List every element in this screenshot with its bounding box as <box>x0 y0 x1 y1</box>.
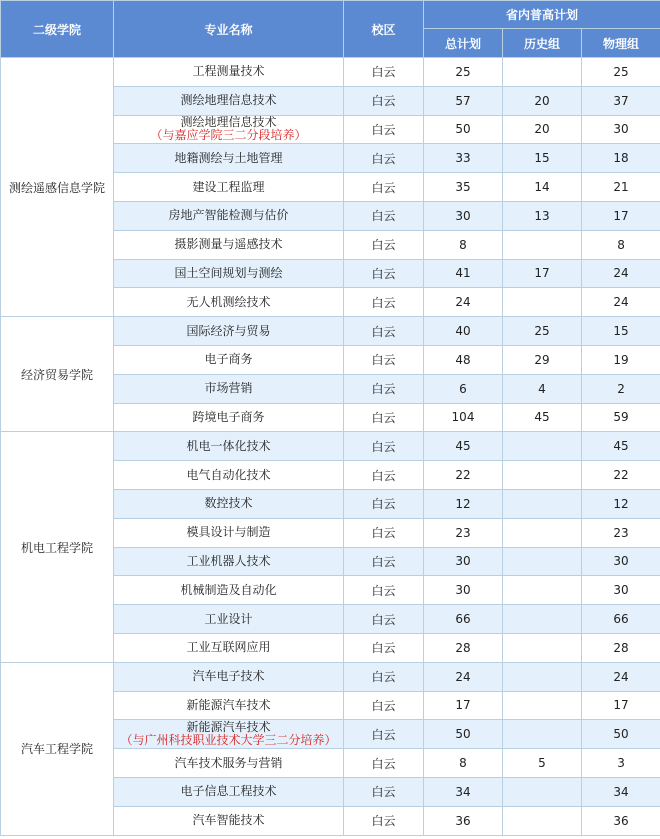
campus-cell: 白云 <box>344 58 424 87</box>
major-cell <box>114 115 344 144</box>
campus-cell: 白云 <box>344 86 424 115</box>
header-history: 历史组 <box>503 29 582 58</box>
major-name: 市场营销 <box>204 381 253 396</box>
major-cell <box>114 201 344 230</box>
physics-cell: 50 <box>582 720 660 749</box>
major-cell <box>114 662 344 691</box>
total-cell: 30 <box>424 201 503 230</box>
major-name: 工业设计 <box>204 611 253 626</box>
major-cell <box>114 720 344 749</box>
history-cell <box>503 691 582 720</box>
total-cell: 40 <box>424 317 503 346</box>
campus-cell: 白云 <box>344 432 424 461</box>
physics-cell: 18 <box>582 144 660 173</box>
major-name: 汽车电子技术 <box>192 669 265 684</box>
history-cell: 45 <box>503 403 582 432</box>
total-cell: 25 <box>424 58 503 87</box>
major-cell <box>114 230 344 259</box>
college-cell: 汽车工程学院 <box>1 662 114 835</box>
major-name: 地籍测绘与土地管理 <box>174 150 283 165</box>
total-cell: 24 <box>424 662 503 691</box>
total-cell: 33 <box>424 144 503 173</box>
campus-cell: 白云 <box>344 662 424 691</box>
physics-cell: 66 <box>582 605 660 634</box>
campus-cell: 白云 <box>344 259 424 288</box>
campus-cell: 白云 <box>344 317 424 346</box>
total-cell: 12 <box>424 489 503 518</box>
major-cell <box>114 288 344 317</box>
physics-cell: 3 <box>582 749 660 778</box>
header-campus: 校区 <box>344 1 424 58</box>
major-note: （与嘉应学院三二分段培养） <box>150 128 307 143</box>
header-physics: 物理组 <box>582 29 660 58</box>
major-cell <box>114 633 344 662</box>
major-cell <box>114 518 344 547</box>
major-name: 电子商务 <box>204 352 253 367</box>
campus-cell: 白云 <box>344 489 424 518</box>
physics-cell: 36 <box>582 806 660 835</box>
major-cell <box>114 547 344 576</box>
major-name: 工程测量技术 <box>192 64 265 79</box>
header-major: 专业名称 <box>114 1 344 58</box>
college-cell: 经济贸易学院 <box>1 317 114 432</box>
history-cell: 25 <box>503 317 582 346</box>
history-cell <box>503 576 582 605</box>
history-cell: 5 <box>503 749 582 778</box>
major-name: 工业机器人技术 <box>186 553 271 568</box>
history-cell <box>503 720 582 749</box>
campus-cell: 白云 <box>344 749 424 778</box>
campus-cell: 白云 <box>344 547 424 576</box>
campus-cell: 白云 <box>344 576 424 605</box>
campus-cell: 白云 <box>344 144 424 173</box>
major-cell <box>114 173 344 202</box>
major-cell <box>114 345 344 374</box>
history-cell <box>503 633 582 662</box>
history-cell: 20 <box>503 115 582 144</box>
major-cell <box>114 374 344 403</box>
campus-cell: 白云 <box>344 115 424 144</box>
total-cell: 41 <box>424 259 503 288</box>
total-cell: 6 <box>424 374 503 403</box>
major-name: 新能源汽车技术 <box>186 697 271 712</box>
major-name: 汽车智能技术 <box>192 813 265 828</box>
history-cell <box>503 806 582 835</box>
table-row <box>1 432 660 461</box>
physics-cell: 37 <box>582 86 660 115</box>
history-cell: 4 <box>503 374 582 403</box>
history-cell <box>503 518 582 547</box>
major-name: 国际经济与贸易 <box>186 323 271 338</box>
physics-cell: 24 <box>582 288 660 317</box>
physics-cell: 19 <box>582 345 660 374</box>
history-cell <box>503 461 582 490</box>
total-cell: 36 <box>424 806 503 835</box>
total-cell: 35 <box>424 173 503 202</box>
total-cell: 30 <box>424 576 503 605</box>
physics-cell: 12 <box>582 489 660 518</box>
physics-cell: 30 <box>582 115 660 144</box>
major-cell <box>114 461 344 490</box>
college-cell: 机电工程学院 <box>1 432 114 662</box>
major-name: 机电一体化技术 <box>186 438 271 453</box>
total-cell: 17 <box>424 691 503 720</box>
major-name: 无人机测绘技术 <box>186 294 271 309</box>
major-name: 汽车技术服务与营销 <box>174 755 283 770</box>
major-note: （与广州科技职业技术大学三二分培养） <box>120 733 337 748</box>
physics-cell: 30 <box>582 547 660 576</box>
campus-cell: 白云 <box>344 691 424 720</box>
physics-cell: 21 <box>582 173 660 202</box>
history-cell: 13 <box>503 201 582 230</box>
major-name: 测绘地理信息技术 <box>180 93 277 108</box>
physics-cell: 22 <box>582 461 660 490</box>
total-cell: 24 <box>424 288 503 317</box>
major-cell <box>114 777 344 806</box>
major-cell <box>114 259 344 288</box>
major-cell <box>114 86 344 115</box>
major-cell <box>114 749 344 778</box>
physics-cell: 17 <box>582 201 660 230</box>
total-cell: 48 <box>424 345 503 374</box>
physics-cell: 23 <box>582 518 660 547</box>
total-cell: 45 <box>424 432 503 461</box>
physics-cell: 30 <box>582 576 660 605</box>
campus-cell: 白云 <box>344 518 424 547</box>
history-cell <box>503 662 582 691</box>
campus-cell: 白云 <box>344 173 424 202</box>
total-cell: 30 <box>424 547 503 576</box>
major-name: 测绘地理信息技术 <box>180 115 277 130</box>
physics-cell: 24 <box>582 259 660 288</box>
campus-cell: 白云 <box>344 345 424 374</box>
total-cell: 57 <box>424 86 503 115</box>
history-cell <box>503 489 582 518</box>
major-name: 工业互联网应用 <box>186 640 271 655</box>
table-body <box>1 58 660 836</box>
campus-cell: 白云 <box>344 230 424 259</box>
major-cell <box>114 489 344 518</box>
physics-cell: 34 <box>582 777 660 806</box>
header-college: 二级学院 <box>1 1 114 58</box>
major-name: 电子信息工程技术 <box>180 784 277 799</box>
history-cell <box>503 230 582 259</box>
total-cell: 50 <box>424 115 503 144</box>
header-plan: 省内普高计划 <box>424 1 660 29</box>
campus-cell: 白云 <box>344 403 424 432</box>
physics-cell: 8 <box>582 230 660 259</box>
history-cell <box>503 777 582 806</box>
major-cell <box>114 691 344 720</box>
physics-cell: 59 <box>582 403 660 432</box>
total-cell: 28 <box>424 633 503 662</box>
major-cell <box>114 576 344 605</box>
history-cell <box>503 547 582 576</box>
campus-cell: 白云 <box>344 777 424 806</box>
total-cell: 8 <box>424 749 503 778</box>
major-cell <box>114 317 344 346</box>
physics-cell: 15 <box>582 317 660 346</box>
major-cell <box>114 403 344 432</box>
major-name: 模具设计与制造 <box>186 525 271 540</box>
total-cell: 66 <box>424 605 503 634</box>
campus-cell: 白云 <box>344 633 424 662</box>
major-cell <box>114 806 344 835</box>
total-cell: 22 <box>424 461 503 490</box>
history-cell: 15 <box>503 144 582 173</box>
physics-cell: 45 <box>582 432 660 461</box>
history-cell <box>503 58 582 87</box>
total-cell: 104 <box>424 403 503 432</box>
college-cell: 测绘遥感信息学院 <box>1 58 114 317</box>
campus-cell: 白云 <box>344 201 424 230</box>
major-cell <box>114 58 344 87</box>
physics-cell: 25 <box>582 58 660 87</box>
major-name: 摄影测量与遥感技术 <box>174 237 283 252</box>
history-cell <box>503 432 582 461</box>
total-cell: 34 <box>424 777 503 806</box>
major-name: 房地产智能检测与估价 <box>168 208 289 223</box>
major-name: 建设工程监理 <box>192 179 265 194</box>
major-name: 电气自动化技术 <box>186 467 271 482</box>
total-cell: 50 <box>424 720 503 749</box>
total-cell: 8 <box>424 230 503 259</box>
table-row <box>1 662 660 691</box>
campus-cell: 白云 <box>344 288 424 317</box>
major-cell <box>114 144 344 173</box>
campus-cell: 白云 <box>344 806 424 835</box>
major-name: 新能源汽车技术 <box>186 720 271 735</box>
major-name: 国土空间规划与测绘 <box>174 265 283 280</box>
physics-cell: 2 <box>582 374 660 403</box>
history-cell <box>503 605 582 634</box>
total-cell: 23 <box>424 518 503 547</box>
major-name: 跨境电子商务 <box>192 409 265 424</box>
history-cell: 20 <box>503 86 582 115</box>
physics-cell: 24 <box>582 662 660 691</box>
history-cell <box>503 288 582 317</box>
campus-cell: 白云 <box>344 374 424 403</box>
history-cell: 14 <box>503 173 582 202</box>
physics-cell: 28 <box>582 633 660 662</box>
major-name: 数控技术 <box>204 496 253 511</box>
major-cell <box>114 605 344 634</box>
campus-cell: 白云 <box>344 461 424 490</box>
physics-cell: 17 <box>582 691 660 720</box>
campus-cell: 白云 <box>344 605 424 634</box>
major-cell <box>114 432 344 461</box>
table-row <box>1 58 660 87</box>
history-cell: 29 <box>503 345 582 374</box>
campus-cell: 白云 <box>344 720 424 749</box>
history-cell: 17 <box>503 259 582 288</box>
table-row <box>1 317 660 346</box>
major-name: 机械制造及自动化 <box>180 582 277 597</box>
header-total: 总计划 <box>424 29 503 58</box>
